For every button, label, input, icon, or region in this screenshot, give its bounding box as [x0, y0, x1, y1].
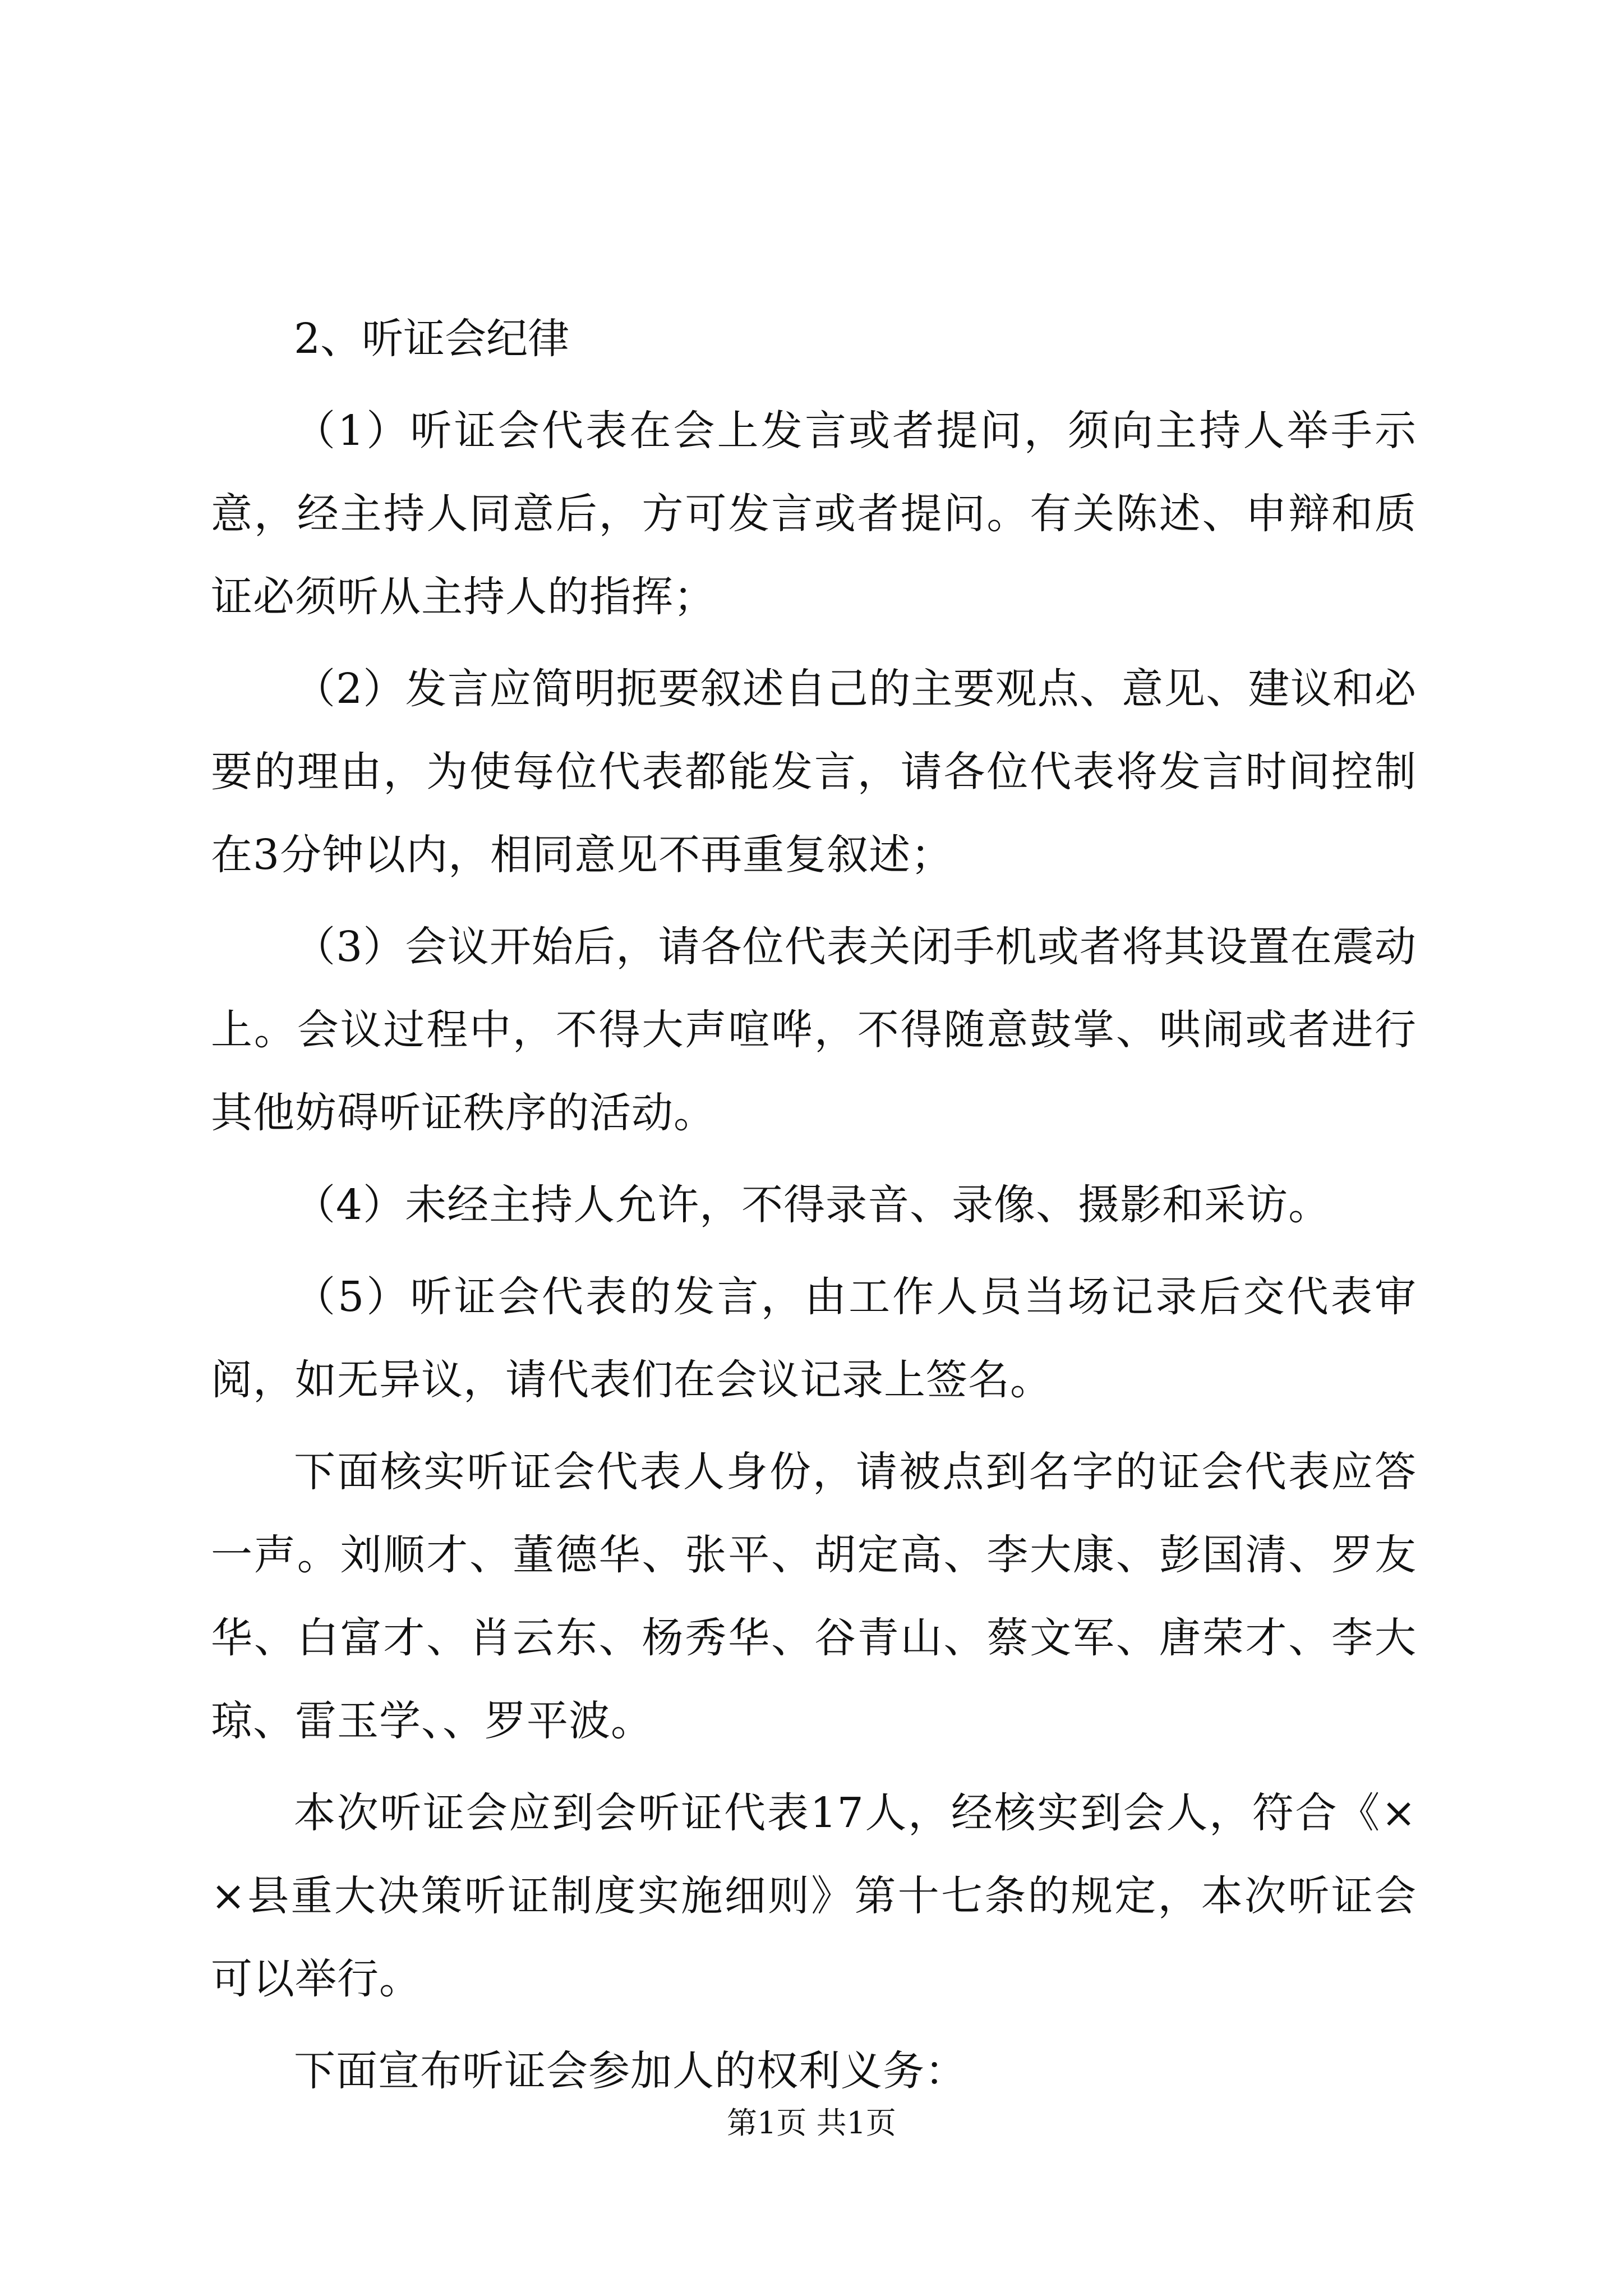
paragraph-rule-5: （5）听证会代表的发言，由工作人员当场记录后交代表审阅，如无异议，请代表们在会议记录上签名。 — [211, 1273, 1417, 1404]
paragraph-rights-intro: 下面宣布听证会参加人的权利义务： — [294, 2047, 967, 2095]
paragraph-rule-1: （1）听证会代表在会上发言或者提问，须向主持人举手示意，经主持人同意后，方可发言或者提问。有关陈述、申辩和质证必须听从主持人的指挥； — [211, 407, 1417, 621]
paragraph-attendance: 本次听证会应到会听证代表17人，经核实到会人，符合《××县重大决策听证制度实施细则》第十七条的规定，本次听证会可以举行。 — [211, 1789, 1417, 2003]
paragraph-rule-4: （4）未经主持人允许，不得录音、录像、摄影和采访。 — [294, 1181, 1331, 1229]
page-footer: 第1页 共1页 — [727, 2105, 896, 2141]
paragraph-rule-3: （3）会议开始后，请各位代表关闭手机或者将其设置在震动上。会议过程中，不得大声喧哗，不得随意鼓掌、哄闹或者进行其他妨碍听证秩序的活动。 — [211, 923, 1417, 1137]
document-body — [211, 297, 1417, 2122]
section-heading: 2、听证会纪律 — [294, 315, 570, 363]
paragraph-rule-2: （2）发言应简明扼要叙述自己的主要观点、意见、建议和必要的理由，为使每位代表都能发言，请各位代表将发言时间控制在3分钟以内，相同意见不再重复叙述； — [211, 665, 1417, 879]
paragraph-roll-call: 下面核实听证会代表人身份，请被点到名字的证会代表应答一声。刘顺才、董德华、张平、胡定高、李大康、彭国清、罗友华、白富才、肖云东、杨秀华、谷青山、蔡文军、唐荣才、李大琼、雷玉学、、罗平波。 — [211, 1448, 1417, 1745]
